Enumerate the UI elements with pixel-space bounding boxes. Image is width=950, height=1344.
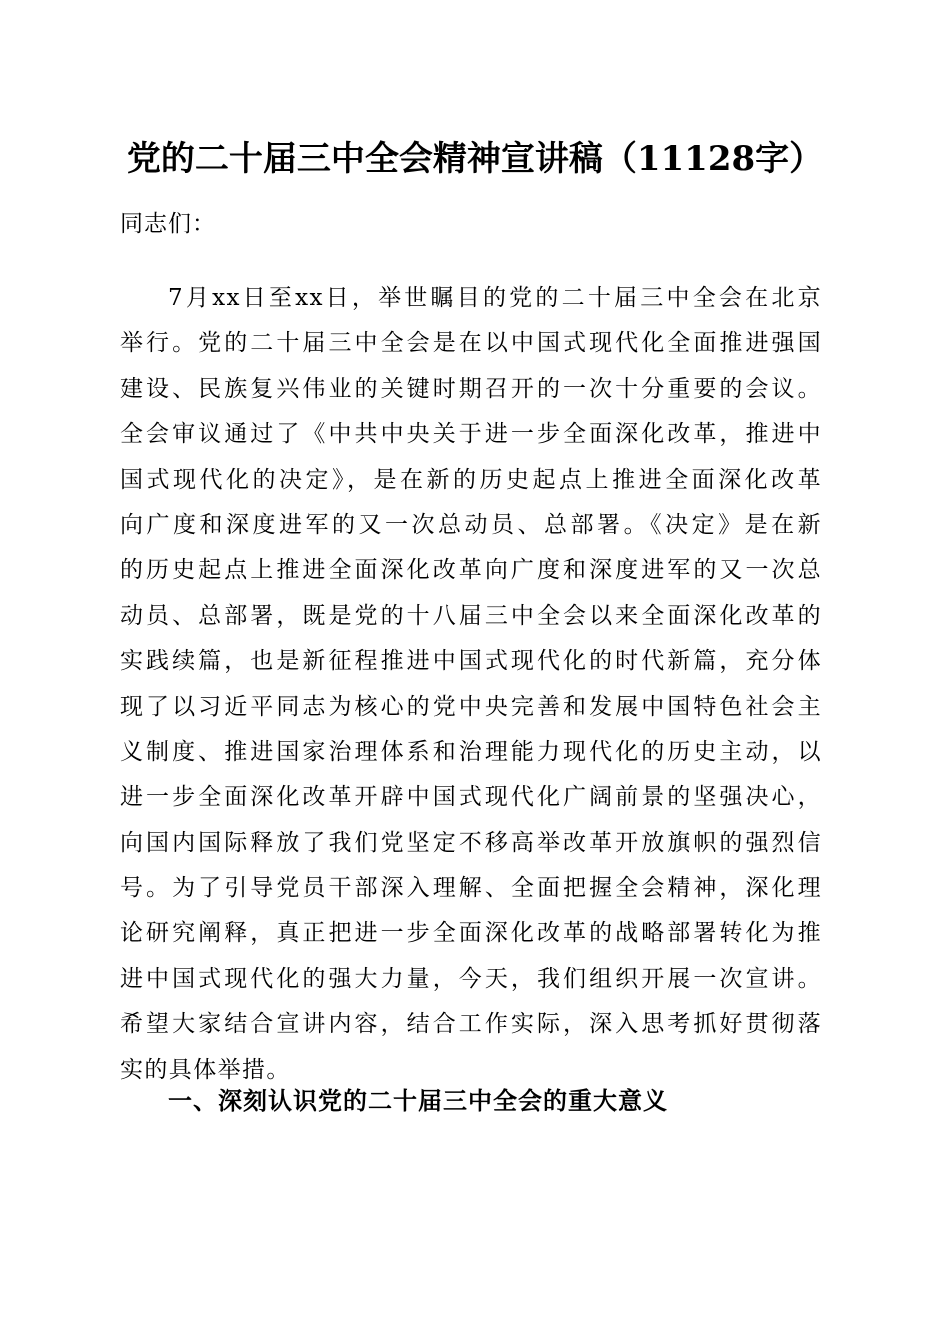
- paragraph-line: 举行。党的二十届三中全会是在以中国式现代化全面推进强国: [120, 330, 822, 357]
- paragraph-line: 号。为了引导党员干部深入理解、全面把握全会精神，深化理: [120, 875, 822, 902]
- document-title: 党的二十届三中全会精神宣讲稿（11128字）: [126, 139, 824, 179]
- paragraph-line: 向国内国际释放了我们党坚定不移高举改革开放旗帜的强烈信: [120, 829, 822, 856]
- paragraph-line: 全会审议通过了《中共中央关于进一步全面深化改革，推进中: [120, 421, 822, 448]
- paragraph-line: 动员、总部署，既是党的十八届三中全会以来全面深化改革的: [120, 602, 822, 629]
- intro-paragraph: [120, 276, 822, 1093]
- paragraph-line: 7月xx日至xx日，举世瞩目的党的二十届三中全会在北京: [168, 285, 822, 311]
- paragraph-line: 义制度、推进国家治理体系和治理能力现代化的历史主动，以: [120, 738, 822, 765]
- paragraph-line: 进中国式现代化的强大力量，今天，我们组织开展一次宣讲。: [120, 965, 822, 992]
- paragraph-line: 现了以习近平同志为核心的党中央完善和发展中国特色社会主: [120, 693, 822, 720]
- salutation: 同志们：: [120, 211, 216, 237]
- paragraph-line: 论研究阐释，真正把进一步全面深化改革的战略部署转化为推: [120, 920, 822, 947]
- paragraph-line: 的历史起点上推进全面深化改革向广度和深度进军的又一次总: [120, 557, 822, 584]
- section-heading: 一、深刻认识党的二十届三中全会的重大意义: [168, 1087, 668, 1115]
- paragraph-line: 实的具体举措。: [120, 1056, 291, 1083]
- paragraph-line: 实践续篇，也是新征程推进中国式现代化的时代新篇，充分体: [120, 648, 822, 675]
- paragraph-line: 建设、民族复兴伟业的关键时期召开的一次十分重要的会议。: [120, 375, 822, 402]
- paragraph-line: 希望大家结合宣讲内容，结合工作实际，深入思考抓好贯彻落: [120, 1011, 822, 1038]
- paragraph-line: 国式现代化的决定》，是在新的历史起点上推进全面深化改革: [120, 466, 822, 493]
- paragraph-line: 进一步全面深化改革开辟中国式现代化广阔前景的坚强决心，: [120, 784, 822, 811]
- paragraph-line: 向广度和深度进军的又一次总动员、总部署。《决定》是在新: [120, 511, 822, 538]
